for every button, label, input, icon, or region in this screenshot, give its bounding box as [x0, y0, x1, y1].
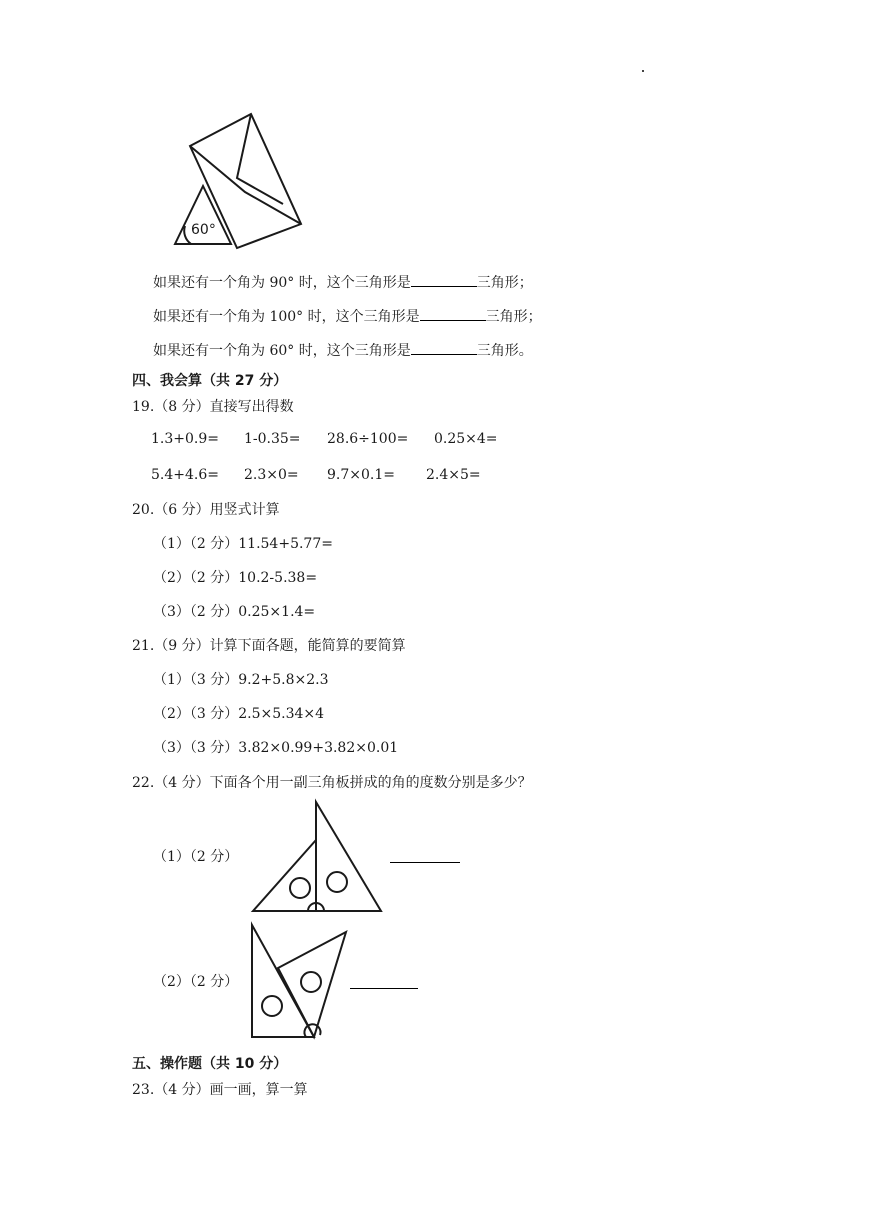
q23-title: 23.（4 分）画一画，算一算 — [132, 1082, 308, 1098]
q18-line-2-suffix: 三角形； — [485, 309, 542, 325]
q22-item-1: （1）（2 分） — [153, 849, 239, 865]
calc-item: 5.4+4.6= — [151, 467, 219, 483]
q18-line-1 — [153, 272, 533, 292]
q21-item-1: （1）（3 分）9.2+5.8×2.3 — [153, 672, 329, 688]
q18-line-1-text: 如果还有一个角为 90° 时，这个三角形是 — [153, 275, 411, 291]
q19-title: 19.（8 分）直接写出得数 — [132, 399, 294, 415]
angle-60-label: 60° — [191, 222, 216, 238]
q20-title: 20.（6 分）用竖式计算 — [132, 502, 280, 518]
calc-item: 9.7×0.1= — [327, 467, 395, 483]
q18-line-3 — [153, 340, 533, 360]
q18-line-3-text: 如果还有一个角为 60° 时，这个三角形是 — [153, 343, 411, 359]
q18-line-1-suffix: 三角形； — [476, 275, 533, 291]
calc-item: 2.4×5= — [426, 467, 481, 483]
q22-item-2: （2）（2 分） — [153, 974, 239, 990]
q21-item-3: （3）（3 分）3.82×0.99+3.82×0.01 — [153, 740, 399, 756]
q20-item-2: （2）（2 分）10.2-5.38= — [153, 570, 318, 586]
q20-item-1: （1）（2 分）11.54+5.77= — [153, 536, 333, 552]
q21-item-2: （2）（3 分）2.5×5.34×4 — [153, 706, 325, 722]
answer-blank[interactable] — [411, 340, 477, 355]
q22-title: 22.（4 分）下面各个用一副三角板拼成的角的度数分别是多少？ — [132, 775, 532, 791]
section-5-title: 五、操作题（共 10 分） — [132, 1056, 288, 1072]
answer-blank[interactable] — [420, 306, 486, 321]
folded-paper-figure — [165, 108, 310, 253]
q21-title: 21.（9 分）计算下面各题，能简算的要简算 — [132, 638, 406, 654]
q18-line-2-text: 如果还有一个角为 100° 时，这个三角形是 — [153, 309, 420, 325]
set-square-figure-1 — [250, 800, 386, 915]
answer-blank[interactable] — [350, 974, 418, 989]
calc-item: 1-0.35= — [244, 431, 301, 447]
q18-line-2 — [153, 306, 542, 326]
page-mark — [642, 70, 644, 72]
section-4-title: 四、我会算（共 27 分） — [132, 373, 288, 389]
calc-item: 28.6÷100= — [327, 431, 409, 447]
calc-item: 1.3+0.9= — [151, 431, 219, 447]
calc-item: 0.25×4= — [434, 431, 498, 447]
calc-item: 2.3×0= — [244, 467, 299, 483]
answer-blank[interactable] — [390, 848, 460, 863]
q18-line-3-suffix: 三角形。 — [476, 343, 533, 359]
q20-item-3: （3）（2 分）0.25×1.4= — [153, 604, 316, 620]
set-square-figure-2 — [248, 922, 350, 1040]
answer-blank[interactable] — [411, 272, 477, 287]
